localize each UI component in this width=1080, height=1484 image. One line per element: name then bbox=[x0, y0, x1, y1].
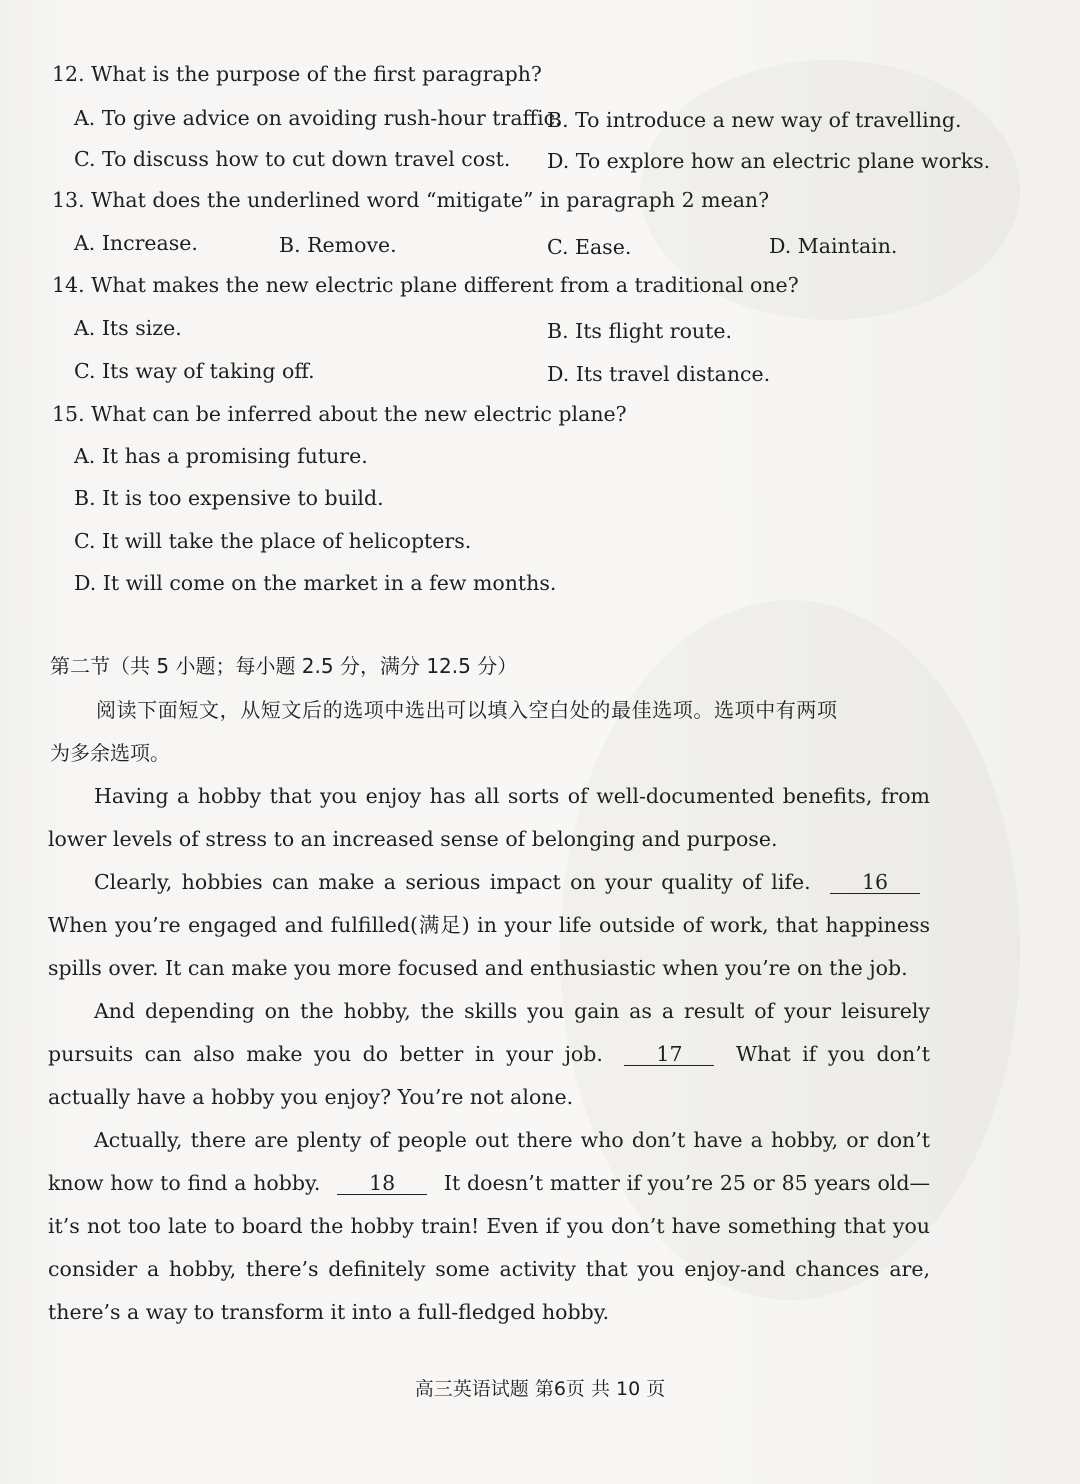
passage-paragraph-2-text-after: When you’re engaged and fulfilled(满足) in your life outside of work, that happiness spills over. It can make you more focused and enthusiastic when you’re on the job. bbox=[48, 913, 930, 980]
question-13-option-c: C. Ease. bbox=[547, 235, 632, 259]
question-12-stem: 12. What is the purpose of the first paragraph? bbox=[52, 62, 542, 86]
question-12-option-c: C. To discuss how to cut down travel cost. bbox=[74, 147, 511, 171]
passage-paragraph-3-text-before: And depending on the hobby, the skills you gain as a result of your leisurely pursuits can also make you do better in your job. bbox=[48, 999, 930, 1066]
question-14-option-d: D. Its travel distance. bbox=[547, 362, 771, 386]
question-13-option-b: B. Remove. bbox=[279, 233, 397, 257]
passage-paragraph-4 bbox=[48, 1119, 930, 1334]
passage-paragraph-2-text-before: Clearly, hobbies can make a serious impact on your quality of life. bbox=[94, 870, 811, 894]
question-15-stem: 15. What can be inferred about the new electric plane? bbox=[52, 402, 627, 426]
question-13-option-a: A. Increase. bbox=[74, 231, 198, 255]
question-12-option-a: A. To give advice on avoiding rush-hour traffic. bbox=[74, 106, 562, 130]
section-heading: 第二节（共 5 小题；每小题 2.5 分，满分 12.5 分） bbox=[50, 654, 518, 678]
question-14-stem: 14. What makes the new electric plane different from a traditional one? bbox=[52, 273, 799, 297]
passage-paragraph-3 bbox=[48, 990, 930, 1119]
question-13-stem: 13. What does the underlined word “mitigate” in paragraph 2 mean? bbox=[52, 188, 770, 212]
passage-paragraph-1 bbox=[48, 775, 930, 861]
question-15-option-a: A. It has a promising future. bbox=[74, 444, 368, 468]
blank-18[interactable]: 18 bbox=[337, 1172, 427, 1195]
question-15-option-c: C. It will take the place of helicopters. bbox=[74, 529, 472, 553]
question-12-option-d: D. To explore how an electric plane works. bbox=[547, 149, 991, 173]
blank-17[interactable]: 17 bbox=[624, 1043, 714, 1066]
section-instruction-line2: 为多余选项。 bbox=[50, 741, 170, 765]
question-15-option-b: B. It is too expensive to build. bbox=[74, 486, 384, 510]
question-13-option-d: D. Maintain. bbox=[769, 234, 898, 258]
question-14-option-c: C. Its way of taking off. bbox=[74, 359, 315, 383]
passage-paragraph-1-text: Having a hobby that you enjoy has all sorts of well-documented benefits, from lower levels of stress to an increased sense of belonging and purpose. bbox=[48, 784, 930, 851]
passage-paragraph-4-text-after: It doesn’t matter if you’re 25 or 85 years old—it’s not too late to board the hobby train! Even if you don’t have something that you consider a hobby, there’s definitely some activity that you enjoy-and chances are, there’s a way to transform it into a full-fledged hobby. bbox=[48, 1171, 930, 1324]
question-14-option-b: B. Its flight route. bbox=[547, 319, 733, 343]
passage-paragraph-2 bbox=[48, 861, 930, 990]
passage-paragraph-3-text-after: What if you don’t actually have a hobby you enjoy? You’re not alone. bbox=[48, 1042, 930, 1109]
question-14-option-a: A. Its size. bbox=[74, 316, 182, 340]
question-15-option-d: D. It will come on the market in a few months. bbox=[74, 571, 557, 595]
passage-paragraph-4-text-before: Actually, there are plenty of people out there who don’t have a hobby, or don’t know how to find a hobby. bbox=[48, 1128, 930, 1195]
question-12-option-b: B. To introduce a new way of travelling. bbox=[547, 108, 962, 132]
blank-16[interactable]: 16 bbox=[830, 871, 920, 894]
page-footer: 高三英语试题 第6页 共 10 页 bbox=[414, 1378, 666, 1400]
section-instruction-line1: 阅读下面短文，从短文后的选项中选出可以填入空白处的最佳选项。选项中有两项 bbox=[96, 698, 838, 722]
